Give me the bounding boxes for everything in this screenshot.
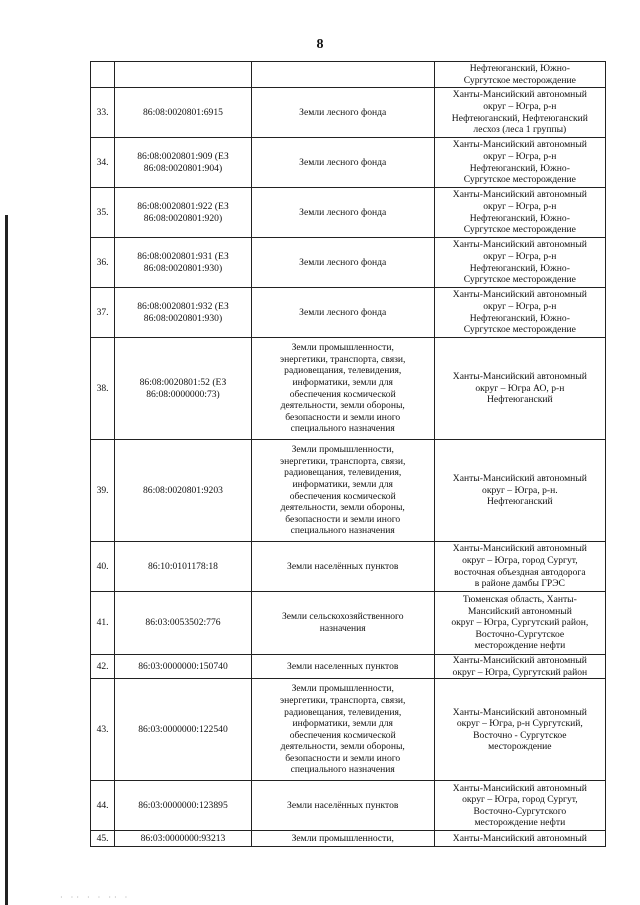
- location-cell: [434, 440, 605, 542]
- table-row: [91, 138, 606, 188]
- location: Ханты-Мансийский автономный округ – Югра, р-н Нефтеюганский, Южно- Сургутское месторождение: [452, 139, 587, 186]
- land-category: Земли лесного фонда: [299, 156, 387, 168]
- land-category-cell: [251, 238, 434, 288]
- land-category-cell: [251, 88, 434, 138]
- cadastral-number-cell: [115, 655, 252, 679]
- location: Ханты-Мансийский автономный округ – Югра, город Сургут, Восточно-Сургутского месторождение нефти: [452, 782, 587, 829]
- row-number: 43.: [96, 723, 109, 735]
- land-category-cell: [251, 138, 434, 188]
- row-number-cell: [91, 831, 115, 847]
- land-category-cell: [251, 542, 434, 592]
- row-number: 38.: [96, 382, 109, 394]
- table-row: [91, 62, 606, 88]
- land-category-cell: [251, 831, 434, 847]
- table-row: [91, 831, 606, 847]
- land-category-cell: [251, 655, 434, 679]
- land-category-cell: [251, 288, 434, 338]
- location: Ханты-Мансийский автономный округ – Югра, р-н Нефтеюганский, Нефтеюганский лесхоз (леса 1 группы): [451, 89, 588, 136]
- land-category: Земли лесного фонда: [299, 306, 387, 318]
- cadastral-number-cell: [115, 592, 252, 655]
- land-category-cell: [251, 440, 434, 542]
- row-number-cell: [91, 542, 115, 592]
- row-number-cell: [91, 338, 115, 440]
- location-cell: [434, 138, 605, 188]
- location-cell: [434, 188, 605, 238]
- land-category-cell: [251, 679, 434, 781]
- cadastral-number: 86:03:0000000:123895: [138, 799, 228, 811]
- cadastral-number-cell: [115, 781, 252, 831]
- location-cell: [434, 831, 605, 847]
- location-cell: [434, 288, 605, 338]
- row-number: 42.: [96, 660, 109, 672]
- cadastral-number: 86:08:0020801:9203: [143, 484, 223, 496]
- row-number-cell: [91, 288, 115, 338]
- row-number-cell: [91, 655, 115, 679]
- row-number-cell: [91, 592, 115, 655]
- table-row: [91, 288, 606, 338]
- table-row: [91, 88, 606, 138]
- land-category: Земли промышленности, энергетики, транспорта, связи, радиовещания, телевидения, информатики, земли для обеспечения космической деятельности, земли обороны, безопасности и земли иного специального назначения: [280, 444, 406, 537]
- location-cell: [434, 542, 605, 592]
- row-number: 33.: [96, 106, 109, 118]
- cadastral-number-cell: [115, 88, 252, 138]
- land-category: Земли промышленности,: [291, 832, 394, 844]
- cadastral-number-cell: [115, 62, 252, 88]
- row-number: 44.: [96, 799, 109, 811]
- land-plots-table: [90, 61, 606, 847]
- cadastral-number: 86:08:0020801:909 (ЕЗ 86:08:0020801:904): [137, 150, 229, 174]
- location-cell: [434, 338, 605, 440]
- cadastral-number: 86:08:0020801:6915: [143, 106, 223, 118]
- cadastral-number-cell: [115, 831, 252, 847]
- land-category: Земли лесного фонда: [299, 256, 387, 268]
- row-number: 40.: [96, 560, 109, 572]
- table-row: [91, 655, 606, 679]
- row-number-cell: [91, 88, 115, 138]
- location: Ханты-Мансийский автономный округ – Югра, р-н Нефтеюганский, Южно- Сургутское месторождение: [452, 239, 587, 286]
- land-category-cell: [251, 592, 434, 655]
- location: Ханты-Мансийский автономный: [452, 832, 587, 844]
- scan-edge-line: [5, 215, 8, 905]
- row-number: 45.: [96, 832, 109, 844]
- land-category-cell: [251, 62, 434, 88]
- row-number: 36.: [96, 256, 109, 268]
- row-number: 39.: [96, 484, 109, 496]
- table-row: [91, 592, 606, 655]
- location-cell: [434, 592, 605, 655]
- table-row: [91, 542, 606, 592]
- cadastral-number: 86:03:0000000:150740: [138, 660, 228, 672]
- location: Ханты-Мансийский автономный округ – Югра, город Сургут, восточная объездная автодорога в районе дамбы ГРЭС: [452, 543, 587, 590]
- location: Ханты-Мансийский автономный округ – Югра, р-н Нефтеюганский, Южно- Сургутское месторождение: [452, 289, 587, 336]
- table-row: [91, 781, 606, 831]
- land-category: Земли лесного фонда: [299, 206, 387, 218]
- cadastral-number-cell: [115, 542, 252, 592]
- land-category: Земли населенных пунктов: [287, 660, 399, 672]
- row-number-cell: [91, 138, 115, 188]
- location: Ханты-Мансийский автономный округ – Югра, р-н. Нефтеюганский: [452, 473, 587, 508]
- cadastral-number-cell: [115, 679, 252, 781]
- location-cell: [434, 238, 605, 288]
- row-number-cell: [91, 188, 115, 238]
- row-number: 37.: [96, 306, 109, 318]
- table-row: [91, 440, 606, 542]
- cadastral-number: 86:08:0020801:931 (ЕЗ 86:08:0020801:930): [137, 250, 229, 274]
- cadastral-number: 86:10:0101178:18: [147, 560, 218, 572]
- table-row: [91, 338, 606, 440]
- location-cell: [434, 655, 605, 679]
- row-number-cell: [91, 440, 115, 542]
- cadastral-number: 86:03:0053502:776: [145, 617, 221, 629]
- page-number: 8: [316, 37, 324, 52]
- row-number: 41.: [96, 617, 109, 629]
- land-category-cell: [251, 338, 434, 440]
- cadastral-number-cell: [115, 338, 252, 440]
- cadastral-number: 86:03:0000000:122540: [138, 723, 228, 735]
- land-category-cell: [251, 781, 434, 831]
- location: Ханты-Мансийский автономный округ – Югра, р-н Сургутский, Восточно - Сургутское месторождение: [452, 706, 587, 753]
- row-number-cell: [91, 62, 115, 88]
- land-category: Земли сельскохозяйственного назначения: [281, 611, 404, 634]
- row-number-cell: [91, 679, 115, 781]
- cadastral-number-cell: [115, 440, 252, 542]
- land-category: Земли населённых пунктов: [287, 560, 399, 572]
- location: Ханты-Мансийский автономный округ – Югра, Сургутский район: [452, 655, 588, 678]
- land-category-cell: [251, 188, 434, 238]
- table-row: [91, 238, 606, 288]
- table-row: [91, 188, 606, 238]
- cadastral-number-cell: [115, 138, 252, 188]
- cadastral-number: 86:08:0020801:52 (ЕЗ 86:08:0000000:73): [139, 376, 227, 400]
- location-cell: [434, 62, 605, 88]
- row-number: 35.: [96, 206, 109, 218]
- cadastral-number-cell: [115, 238, 252, 288]
- cadastral-number-cell: [115, 188, 252, 238]
- cadastral-number-cell: [115, 288, 252, 338]
- land-category: Земли лесного фонда: [299, 106, 387, 118]
- location: Тюменская область, Ханты- Мансийский автономный округ – Югра, Сургутский район, Восточно-Сургутское месторождение нефти: [451, 594, 589, 652]
- land-category: Земли населённых пунктов: [287, 799, 399, 811]
- scan-noise: · ·· · · ·· ·: [60, 893, 131, 902]
- cadastral-number: 86:08:0020801:922 (ЕЗ 86:08:0020801:920): [137, 200, 229, 224]
- location-cell: [434, 679, 605, 781]
- land-category: Земли промышленности, энергетики, транспорта, связи, радиовещания, телевидения, информатики, земли для обеспечения космической деятельности, земли обороны, безопасности и земли иного специального назначения: [280, 683, 406, 776]
- location: Ханты-Мансийский автономный округ – Югра АО, р-н Нефтеюганский: [452, 371, 587, 406]
- location-cell: [434, 88, 605, 138]
- table-body: [91, 62, 606, 847]
- row-number-cell: [91, 238, 115, 288]
- row-number: 34.: [96, 156, 109, 168]
- location: Нефтеюганский, Южно- Сургутское месторождение: [463, 62, 576, 86]
- location: Ханты-Мансийский автономный округ – Югра, р-н Нефтеюганский, Южно- Сургутское месторождение: [452, 189, 587, 236]
- land-category: Земли промышленности, энергетики, транспорта, связи, радиовещания, телевидения, информатики, земли для обеспечения космической деятельности, земли обороны, безопасности и земли иного специального назначения: [280, 342, 406, 435]
- table-row: [91, 679, 606, 781]
- row-number-cell: [91, 781, 115, 831]
- cadastral-number: 86:03:0000000:93213: [140, 832, 226, 844]
- cadastral-number: 86:08:0020801:932 (ЕЗ 86:08:0020801:930): [137, 300, 229, 324]
- location-cell: [434, 781, 605, 831]
